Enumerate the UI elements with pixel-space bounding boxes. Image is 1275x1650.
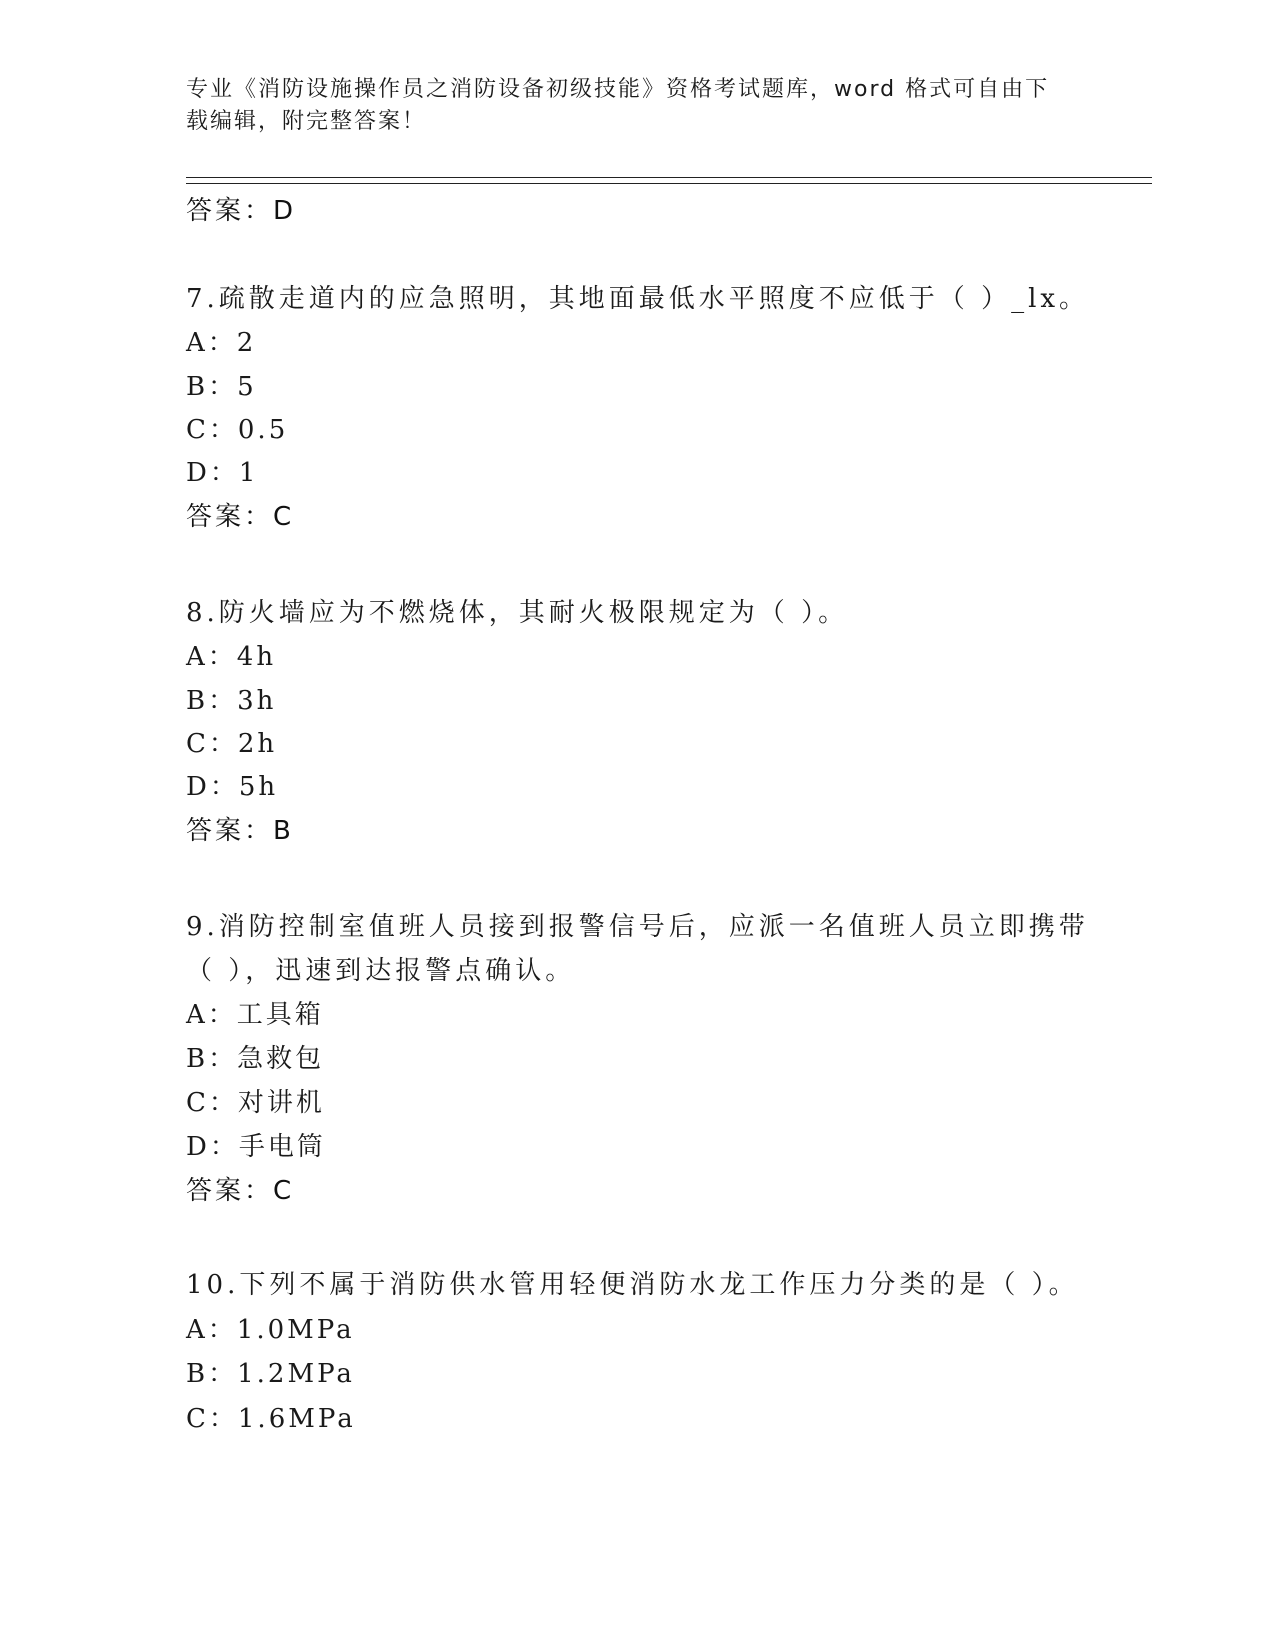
option-d: D：5h [186,772,279,802]
option-a: A：1.0MPa [186,1315,355,1345]
question-stem: 10.下列不属于消防供水管用轻便消防水龙工作压力分类的是（ ）。 [186,1270,1079,1300]
question-stem-line-1: 9.消防控制室值班人员接到报警信号后，应派一名值班人员立即携带 [186,912,1089,942]
document-header [186,74,1066,138]
option-c: C：0.5 [186,415,289,445]
header-divider-bottom [186,183,1152,184]
option-c: C：1.6MPa [186,1404,356,1434]
option-c: C：对讲机 [186,1088,325,1118]
header-line-1: 专业《消防设施操作员之消防设备初级技能》资格考试题库，word 格式可自由下 [186,77,1050,102]
option-b: B：急救包 [186,1044,325,1074]
option-c: C：2h [186,729,278,759]
option-a: A：2 [186,328,257,358]
option-d: D：1 [186,458,259,488]
answer-label: 答案：B [186,816,294,846]
option-a: A：工具箱 [186,1000,324,1030]
question-stem-line-2: （ ），迅速到达报警点确认。 [186,956,576,986]
option-d: D：手电筒 [186,1132,326,1162]
question-stem: 8.防火墙应为不燃烧体，其耐火极限规定为（ ）。 [186,598,849,628]
header-divider-top [186,177,1152,178]
option-b: B：3h [186,686,277,716]
option-b: B：1.2MPa [186,1359,355,1389]
answer-label: 答案：C [186,1176,295,1206]
answer-label: 答案：C [186,502,295,532]
answer-label: 答案：D [186,196,297,226]
question-stem: 7.疏散走道内的应急照明，其地面最低水平照度不应低于（ ）_lx。 [186,284,1090,314]
option-b: B：5 [186,372,257,402]
option-a: A：4h [186,642,277,672]
header-line-2: 载编辑，附完整答案！ [186,109,427,134]
